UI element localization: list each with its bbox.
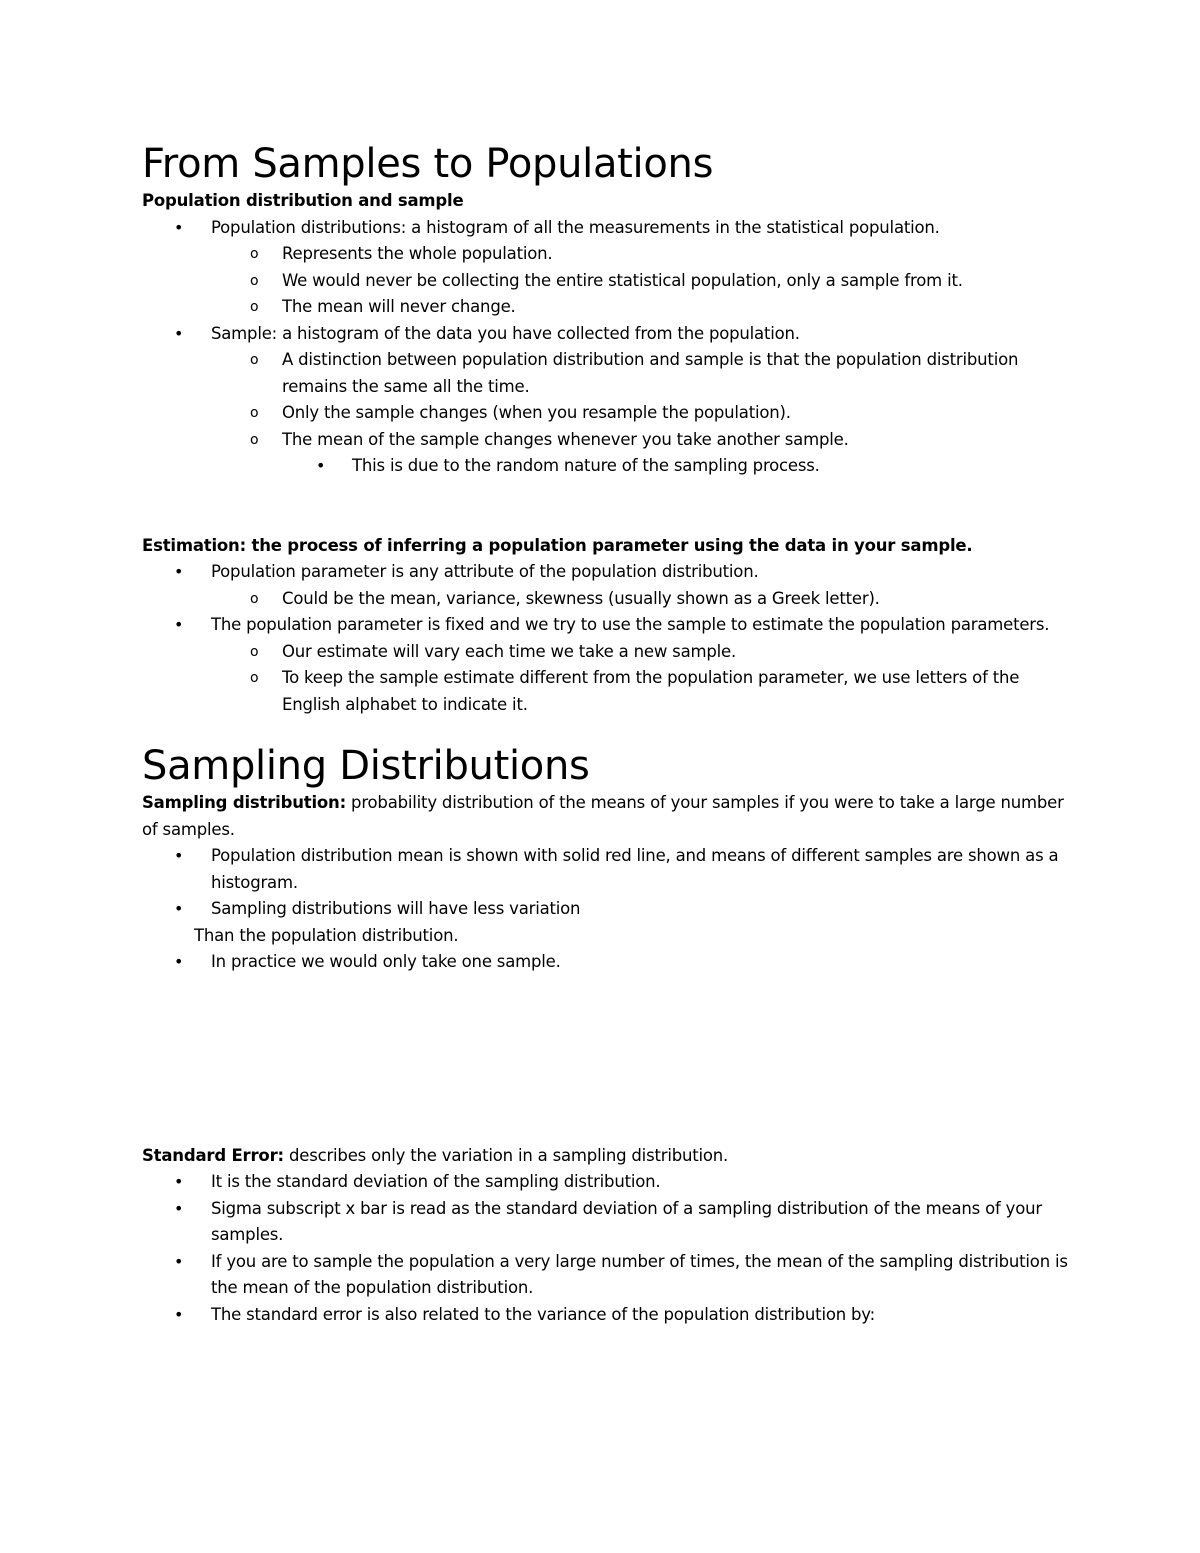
- bullet-disc: •: [316, 456, 326, 475]
- list-item-text: Population distribution mean is shown with solid red line, and means of different samples are shown as a histogram.: [211, 846, 1059, 892]
- bullet-circle: o: [250, 352, 259, 368]
- list-item-text: The standard error is also related to the variance of the population distribution by:: [211, 1304, 876, 1324]
- list-item: [142, 321, 1072, 348]
- subheading-population-distribution: Population distribution and sample: [142, 191, 464, 210]
- list-item-text: The mean will never change.: [282, 297, 516, 316]
- section-title-sampling-distributions: Sampling Distributions: [142, 743, 590, 789]
- list-item: [142, 347, 1072, 400]
- bullet-circle: o: [250, 272, 259, 289]
- estimation-heading: Estimation: the process of inferring a population parameter using the data in your sample.: [142, 535, 973, 555]
- list-item: [142, 639, 1072, 666]
- bullet-disc: •: [174, 562, 184, 581]
- standard-error-definition: [142, 1143, 1072, 1170]
- list-item: [142, 843, 1072, 896]
- list-item-text: Represents the whole population.: [282, 244, 553, 263]
- list-item: [142, 1249, 1072, 1302]
- spacer: [142, 718, 1072, 742]
- list-item: [142, 1169, 1072, 1196]
- list-item: [142, 1302, 1072, 1329]
- bullet-disc: •: [174, 952, 184, 971]
- definition-text: describes only the variation in a sampling distribution.: [283, 1145, 729, 1165]
- list-item: [142, 294, 1072, 321]
- spacer: [142, 976, 1072, 1143]
- list-item: [142, 268, 1072, 295]
- list-item-text: It is the standard deviation of the sampling distribution.: [211, 1172, 661, 1191]
- bullet-circle: o: [250, 590, 259, 607]
- definition-text: probability distribution of the means of your samples if you were to take a large number of samples.: [142, 793, 1064, 839]
- list-item: [142, 665, 1072, 718]
- document-page: [142, 140, 1072, 1328]
- list-item-text: Sample: a histogram of the data you have collected from the population.: [211, 323, 800, 343]
- bullet-circle: o: [250, 643, 259, 660]
- list-item: [142, 400, 1072, 427]
- definition-term: Standard Error:: [142, 1145, 284, 1165]
- list-item-text: In practice we would only take one sample.: [211, 952, 561, 971]
- bullet-disc: •: [174, 1198, 184, 1218]
- list-item: [142, 453, 1072, 480]
- continuation-line: Than the population distribution.: [194, 925, 459, 945]
- list-item-text: If you are to sample the population a very large number of times, the mean of the sampling distribution is the mean of the population distribution.: [211, 1251, 1068, 1297]
- section-title-samples-to-populations: From Samples to Populations: [142, 141, 714, 187]
- list-item: [142, 1196, 1072, 1249]
- bullet-disc: •: [174, 1304, 184, 1324]
- list-item: [142, 586, 1072, 613]
- bullet-disc: •: [174, 323, 184, 343]
- list-item-text: We would never be collecting the entire statistical population, only a sample from it.: [282, 270, 963, 290]
- bullet-circle: o: [250, 431, 259, 448]
- definition-term: Sampling distribution:: [142, 793, 346, 812]
- bullet-disc: •: [174, 846, 184, 865]
- list-item-text: Our estimate will vary each time we take a new sample.: [282, 641, 737, 661]
- list-item: [142, 215, 1072, 242]
- spacer: [142, 480, 1072, 533]
- list-item-text: Sigma subscript x bar is read as the standard deviation of a sampling distribution of the means of your samples.: [211, 1198, 1042, 1244]
- bullet-disc: •: [174, 217, 184, 237]
- bullet-circle: o: [250, 246, 259, 262]
- bullet-circle: o: [250, 670, 259, 686]
- list-item-text: Only the sample changes (when you resample the population).: [282, 403, 791, 422]
- list-item-text: Population distributions: a histogram of all the measurements in the statistical population.: [211, 217, 940, 237]
- bullet-circle: o: [250, 299, 259, 315]
- bullet-disc: •: [174, 1251, 184, 1271]
- sampling-distribution-definition: [142, 790, 1072, 843]
- list-item: [142, 896, 1072, 923]
- bullet-disc: •: [174, 899, 184, 918]
- list-item: [142, 559, 1072, 586]
- list-item-text: The population parameter is fixed and we try to use the sample to estimate the population parameters.: [211, 615, 1050, 634]
- bullet-disc: •: [174, 1172, 184, 1191]
- list-item-text: To keep the sample estimate different from the population parameter, we use letters of the English alphabet to indicate it.: [282, 668, 1020, 714]
- list-item-text: The mean of the sample changes whenever you take another sample.: [282, 429, 849, 449]
- list-item-text: A distinction between population distribution and sample is that the population distribution remains the same all the time.: [282, 350, 1019, 396]
- list-item: [142, 949, 1072, 976]
- list-item-text: This is due to the random nature of the sampling process.: [352, 456, 820, 475]
- list-item: [142, 427, 1072, 454]
- bullet-disc: •: [174, 615, 184, 634]
- list-item-text: Sampling distributions will have less variation: [211, 899, 581, 918]
- list-item: [142, 612, 1072, 639]
- list-item-text: Population parameter is any attribute of the population distribution.: [211, 562, 759, 581]
- bullet-circle: o: [250, 405, 259, 421]
- list-item-text: Could be the mean, variance, skewness (usually shown as a Greek letter).: [282, 588, 880, 608]
- list-item: [142, 241, 1072, 268]
